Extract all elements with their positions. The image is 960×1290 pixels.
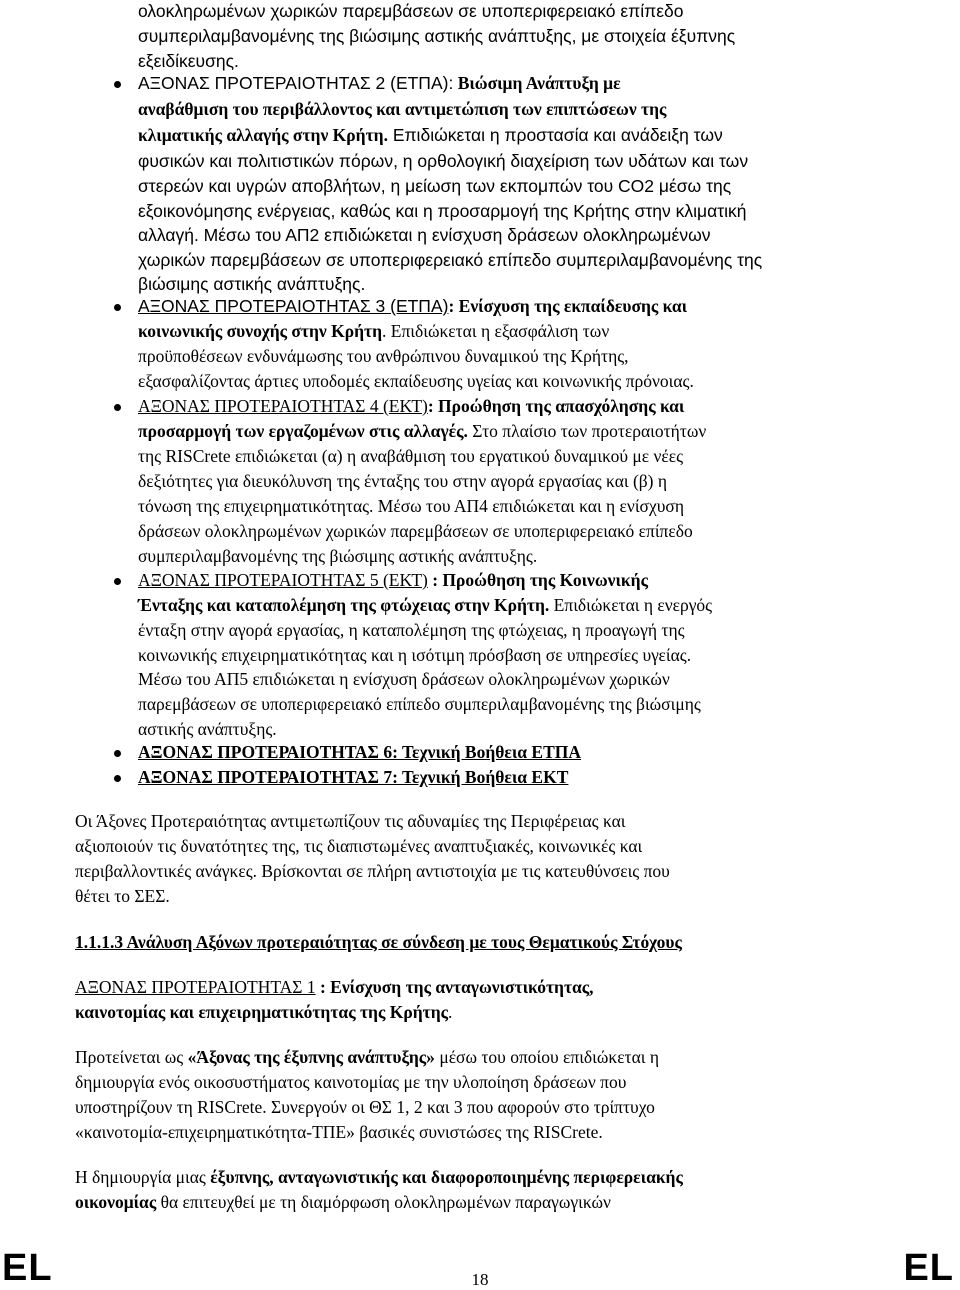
axis4-line-5: τόνωση της επιχειρηματικότητας. Μέσω του ΑΠ4 επιδιώκεται και η ενίσχυση [138, 496, 684, 516]
axis4-line-2 [138, 420, 706, 442]
intro-line-1: ολοκληρωμένων χωρικών παρεμβάσεων σε υποπεριφερειακό επίπεδο [138, 1, 684, 21]
bullet-icon [114, 404, 121, 411]
bullet-icon [114, 81, 121, 88]
axis2-title-3: κλιματικής αλλαγής στην Κρήτη. [138, 125, 388, 145]
para2-text-d: θα επιτευχθεί με τη διαμόρφωση ολοκληρωμένων παραγωγικών [156, 1192, 611, 1212]
bullet-icon [114, 304, 121, 311]
axis3-line-4: εξασφαλίζοντας άρτιες υποδομές εκπαίδευσης υγείας και κοινωνικής πρόνοιας. [138, 371, 694, 391]
axis4-line-4: δεξιότητες για διευκόλυνση της ένταξης του στην αγορά εργασίας και (β) η [138, 471, 668, 491]
para2-text-b: έξυπνης, ανταγωνιστικής και διαφοροποιημένης περιφερειακής [210, 1167, 683, 1187]
axis1-line-1 [75, 976, 594, 998]
axis2-line-3 [138, 124, 723, 146]
axis4-line-1 [138, 395, 684, 417]
intro-line-2: συμπεριλαμβανομένης της βιώσιμης αστικής ανάπτυξης, με στοιχεία έξυπνης [138, 26, 736, 46]
axis3-title-2: κοινωνικής συνοχής στην Κρήτη [138, 321, 383, 341]
axis2-line-6: εξοικονόμησης ενέργειας, καθώς και η προσαρμογή της Κρήτης στην κλιματική [138, 201, 747, 221]
axis2-line-1 [138, 72, 621, 94]
axis2-line-7: αλλαγή. Μέσω του ΑΠ2 επιδιώκεται η ενίσχυση δράσεων ολοκληρωμένων [138, 225, 711, 245]
para2-line-2 [75, 1191, 611, 1213]
summary-line-2: αξιοποιούν τις δυνατότητες της, τις διαπιστωμένες αναπτυξιακές, κοινωνικές και [75, 836, 643, 856]
para1-line-1 [75, 1046, 659, 1068]
axis5-body-2: Επιδιώκεται η ενεργός [549, 595, 713, 615]
bullet-icon [114, 775, 121, 782]
axis4-line-7: συμπεριλαμβανομένης της βιώσιμης αστικής ανάπτυξης. [138, 546, 538, 566]
axis2-line-4: φυσικών και πολιτιστικών πόρων, η ορθολογική διαχείριση των υδάτων και των [138, 151, 749, 171]
bullet-icon [114, 578, 121, 585]
para1-text-c: μέσω του οποίου επιδιώκεται η [434, 1047, 659, 1067]
summary-line-4: θέτει το ΣΕΣ. [75, 886, 170, 906]
para2-text-c: οικονομίας [75, 1192, 157, 1212]
axis2-line-5: στερεών και υγρών αποβλήτων, η μείωση των εκπομπών του CO2 μέσω της [138, 176, 732, 196]
para1-line-3: υποστηρίζουν τη RISCrete. Συνεργούν οι ΘΣ 1, 2 και 3 που αφορούν στο τρίπτυχο [75, 1097, 655, 1117]
page-number: 18 [471, 1270, 489, 1289]
axis3-line-2 [138, 320, 609, 342]
axis5-title-1: : Προώθηση της Κοινωνικής [427, 570, 648, 590]
axis2-head: ΑΞΟΝΑΣ ΠΡΟΤΕΡΑΙΟΤΗΤΑΣ 2 (ΕΤΠΑ): [138, 73, 454, 93]
axis3-line-1 [138, 295, 687, 317]
axis3-line-3: προϋποθέσεων ενδυνάμωσης του ανθρώπινου δυναμικού της Κρήτης, [138, 346, 629, 366]
axis5-line-6: παρεμβάσεων σε υποπεριφερειακό επίπεδο συμπεριλαμβανομένης της βιώσιμης [138, 694, 701, 714]
axis2-title-2: αναβάθμιση του περιβάλλοντος και αντιμετώπιση των επιπτώσεων της [138, 99, 667, 119]
axis1-line-2 [75, 1001, 452, 1023]
axis7-label: ΑΞΟΝΑΣ ΠΡΟΤΕΡΑΙΟΤΗΤΑΣ 7: Τεχνική Βοήθεια ΕΚΤ [138, 767, 569, 787]
para1-text-b: «Άξονας της έξυπνης ανάπτυξης» [187, 1047, 435, 1067]
summary-line-3: περιβαλλοντικές ανάγκες. Βρίσκονται σε πλήρη αντιστοιχία με τις κατευθύνσεις που [75, 861, 670, 881]
axis5-title-2: Ένταξης και καταπολέμηση της φτώχειας στην Κρήτη. [138, 595, 550, 615]
axis3-title-1: : Ενίσχυση της εκπαίδευσης και [448, 296, 688, 316]
bullet-icon [114, 750, 121, 757]
axis1-head: ΑΞΟΝΑΣ ΠΡΟΤΕΡΑΙΟΤΗΤΑΣ 1 [75, 977, 316, 997]
axis5-line-1 [138, 569, 648, 591]
axis1-end: . [448, 1002, 453, 1022]
para2-text-a: Η δημιουργία μιας [75, 1167, 211, 1187]
axis4-line-6: δράσεων ολοκληρωμένων χωρικών παρεμβάσεων σε υποπεριφερειακό επίπεδο [138, 521, 693, 541]
para2-line-1 [75, 1166, 683, 1188]
section-heading: 1.1.1.3 Ανάλυση Αξόνων προτεραιότητας σε σύνδεση με τους Θεματικούς Στόχους [75, 932, 682, 952]
language-code-left: EL [2, 1247, 53, 1289]
axis4-title-1: : Προώθηση της απασχόλησης και [427, 396, 685, 416]
axis2-body-3: Επιδιώκεται η προστασία και ανάδειξη των [387, 125, 723, 145]
axis4-body-2: Στο πλαίσιο των προτεραιοτήτων [467, 421, 707, 441]
axis4-line-3: της RISCrete επιδιώκεται (α) η αναβάθμιση του εργατικού δυναμικού με νέες [138, 446, 684, 466]
axis5-line-5: Μέσω του ΑΠ5 επιδιώκεται η ενίσχυση δράσεων ολοκληρωμένων χωρικών [138, 669, 670, 689]
axis4-title-2: προσαρμογή των εργαζομένων στις αλλαγές. [138, 421, 468, 441]
axis5-line-7: αστικής ανάπτυξης. [138, 719, 277, 739]
para1-line-2: δημιουργία ενός οικοσυστήματος καινοτομίας με την υλοποίηση δράσεων που [75, 1072, 627, 1092]
axis2-line-9: βιώσιμης αστικής ανάπτυξης. [138, 274, 366, 294]
summary-line-1: Οι Άξονες Προτεραιότητας αντιμετωπίζουν τις αδυναμίες της Περιφέρειας και [75, 811, 626, 831]
axis1-title-1: : Ενίσχυση της ανταγωνιστικότητας, [315, 977, 594, 997]
axis5-line-4: κοινωνικής επιχειρηματικότητας και η ισότιμη πρόσβαση σε υπηρεσίες υγείας. [138, 645, 692, 665]
axis5-line-2 [138, 594, 712, 616]
axis3-head: ΑΞΟΝΑΣ ΠΡΟΤΕΡΑΙΟΤΗΤΑΣ 3 (ΕΤΠΑ) [138, 296, 449, 316]
axis2-title-1: Βιώσιμη Ανάπτυξη με [453, 73, 621, 93]
intro-line-3: εξειδίκευσης. [138, 51, 239, 71]
para1-line-4: «καινοτομία-επιχειρηματικότητα-ΤΠΕ» βασικές συνιστώσες της RISCrete. [75, 1122, 603, 1142]
language-code-right: EL [903, 1247, 954, 1289]
axis4-head: ΑΞΟΝΑΣ ΠΡΟΤΕΡΑΙΟΤΗΤΑΣ 4 (ΕΚΤ) [138, 396, 428, 416]
axis5-head: ΑΞΟΝΑΣ ΠΡΟΤΕΡΑΙΟΤΗΤΑΣ 5 (ΕΚΤ) [138, 570, 428, 590]
axis6-label: ΑΞΟΝΑΣ ΠΡΟΤΕΡΑΙΟΤΗΤΑΣ 6: Τεχνική Βοήθεια ΕΤΠΑ [138, 742, 582, 762]
para1-text-a: Προτείνεται ως [75, 1047, 188, 1067]
axis3-body-2: . Επιδιώκεται η εξασφάλιση των [382, 321, 610, 341]
axis1-title-2: καινοτομίας και επιχειρηματικότητας της Κρήτης [75, 1002, 449, 1022]
axis2-line-8: χωρικών παρεμβάσεων σε υποπεριφερειακό επίπεδο συμπεριλαμβανομένης της [138, 250, 763, 270]
axis5-line-3: ένταξη στην αγορά εργασίας, η καταπολέμηση της φτώχειας, η προαγωγή της [138, 620, 685, 640]
